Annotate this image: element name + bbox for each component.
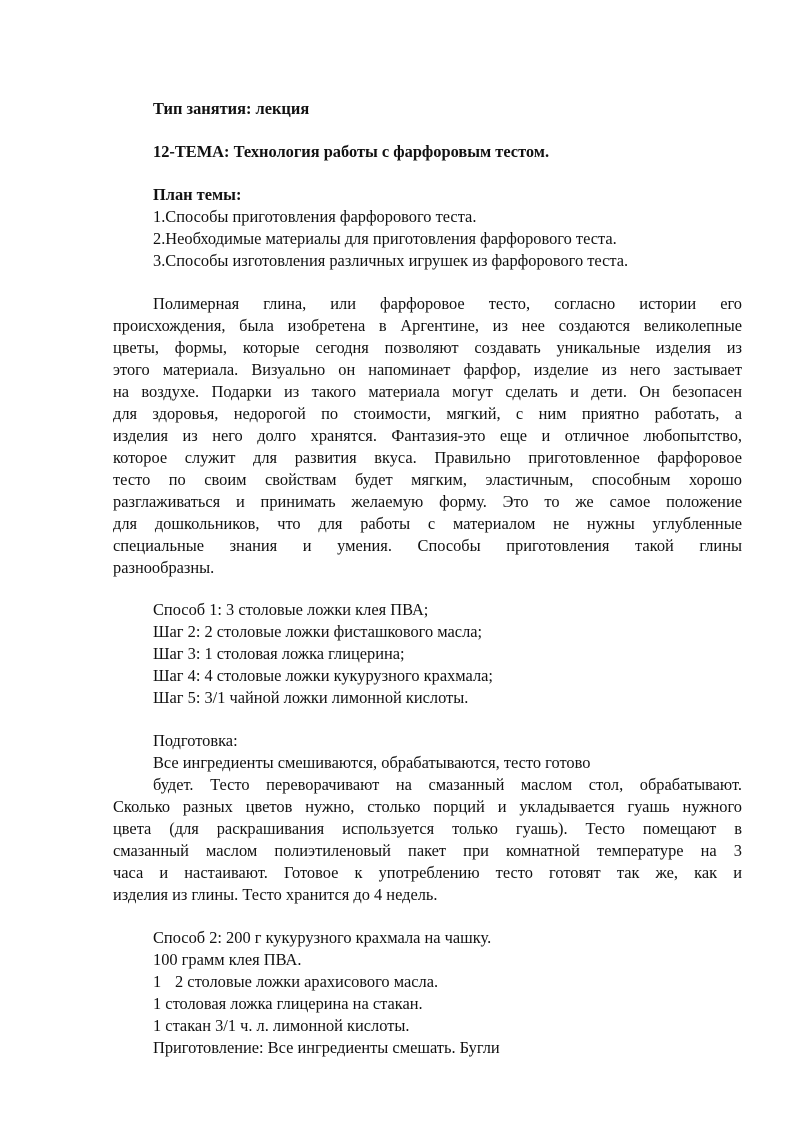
intro-line: происхождения, была изобретена в Аргентине, из нее создаются великолепные — [113, 316, 742, 335]
intro-line: цветы, формы, которые сегодня позволяют создавать уникальные изделия из — [113, 338, 742, 357]
preparation-line: часа и настаивают. Готовое к употреблению тесто готовят так же, как и — [113, 863, 742, 882]
intro-line: изделия из него долго хранятся. Фантазия-это еще и отличное любопытство, — [113, 426, 742, 445]
method2-line: Приготовление: Все ингредиенты смешать. Бугли — [153, 1038, 500, 1057]
intro-line: на воздухе. Подарки из такого материала могут сделать и дети. Он безопасен — [113, 382, 742, 401]
preparation-line: изделия из глины. Тесто хранится до 4 недель. — [113, 885, 438, 904]
preparation-line: Все ингредиенты смешиваются, обрабатываются, тесто готово — [153, 753, 591, 772]
intro-line: разнообразны. — [113, 558, 215, 577]
intro-line: разглаживаться и принимать желаемую форму. Это то же самое положение — [113, 492, 742, 511]
method1-step: Шаг 4: 4 столовые ложки кукурузного крахмала; — [153, 666, 493, 685]
intro-line: тесто по своим свойствам будет мягким, эластичным, способным хорошо — [113, 470, 742, 489]
lesson-type-heading: Тип занятия: лекция — [153, 99, 310, 118]
preparation-title: Подготовка: — [153, 731, 238, 750]
method2-line: 1 столовая ложка глицерина на стакан. — [153, 994, 423, 1013]
method2-line: 1 стакан 3/1 ч. л. лимонной кислоты. — [153, 1016, 410, 1035]
method1-step: Способ 1: 3 столовые ложки клея ПВА; — [153, 600, 429, 619]
preparation-line: смазанный маслом полиэтиленовый пакет при комнатной температуре на 3 — [113, 841, 742, 860]
method2-line — [153, 971, 438, 993]
plan-item: 3.Способы изготовления различных игрушек из фарфорового теста. — [153, 251, 629, 270]
method1-step: Шаг 2: 2 столовые ложки фисташкового масла; — [153, 622, 483, 641]
preparation-line: Сколько разных цветов нужно, столько порций и укладывается гуашь нужного — [113, 797, 742, 816]
method1-step: Шаг 5: 3/1 чайной ложки лимонной кислоты. — [153, 688, 469, 707]
method2-line-text: 2 столовые ложки арахисового масла. — [175, 972, 439, 991]
plan-item: 1.Способы приготовления фарфорового теста. — [153, 207, 477, 226]
intro-line: которое служит для развития вкуса. Правильно приготовленное фарфоровое — [113, 448, 742, 467]
topic-heading: 12-ТЕМА: Технология работы с фарфоровым тестом. — [153, 142, 550, 161]
method1-step: Шаг 3: 1 столовая ложка глицерина; — [153, 644, 405, 663]
method2-line: Способ 2: 200 г кукурузного крахмала на чашку. — [153, 928, 492, 947]
intro-line: для здоровья, недорогой по стоимости, мягкий, с ним приятно работать, а — [113, 404, 742, 423]
preparation-line: будет. Тесто переворачивают на смазанный маслом стол, обрабатывают. — [153, 775, 742, 794]
intro-line: для дошкольников, что для работы с материалом не нужны углубленные — [113, 514, 742, 533]
intro-line: этого материала. Визуально он напоминает фарфор, изделие из него застывает — [113, 360, 742, 379]
plan-title: План темы: — [153, 185, 242, 204]
method2-line-number: 1 — [153, 972, 162, 991]
preparation-line: цвета (для раскрашивания используется только гуашь). Тесто помещают в — [113, 819, 742, 838]
method2-line: 100 грамм клея ПВА. — [153, 950, 302, 969]
intro-line: специальные знания и умения. Способы приготовления такой глины — [113, 536, 742, 555]
plan-item: 2.Необходимые материалы для приготовления фарфорового теста. — [153, 229, 617, 248]
intro-line: Полимерная глина, или фарфоровое тесто, согласно истории его — [153, 294, 742, 313]
